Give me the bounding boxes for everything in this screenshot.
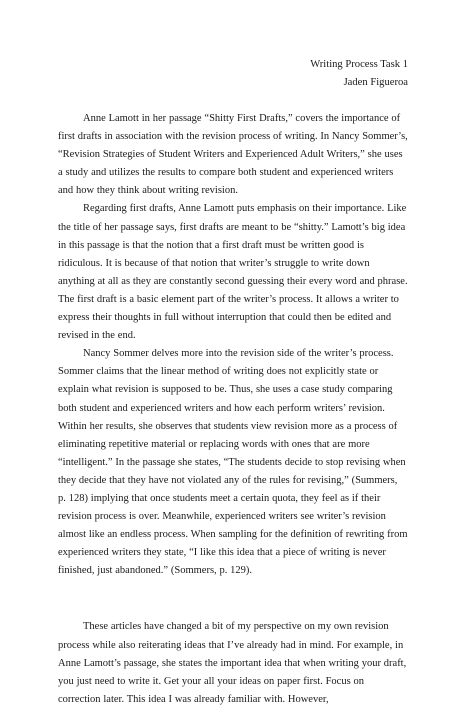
paragraph-sommer: Nancy Sommer delves more into the revision side of the writer’s process. Sommer claims that the linear method of writing does not explicitly state or explain what revision is supposed to be. Thus, she uses a case study comparing both student and experienced writers and how each perform writers’ revision. Within her results, she observes that students view revision more as a process of eliminating repetitive material or replacing words with ones that are more “intelligent.” In the passage she states, “The students decide to stop revising when they decide that they have not violated any of the rules for revising,” (Summers, p. 128) implying that once students meet a certain quota, they feel as if their revision process is over. Meanwhile, experienced writers see writer’s revision almost like an endless process. When sampling for the definition of rewriting from experienced writers they state, “I like this idea that a piece of writing is never finished, just abandoned.” (Sommers, p. 129).	[58, 348, 408, 577]
paragraph-reflection: These articles have changed a bit of my perspective on my own revision process while also reiterating ideas that I’ve already had in mind. For example, in Anne Lamott’s passage, she states the important idea that when writing your draft, you just need to write it. Get your all your ideas on paper first. Focus on correction later. This idea I was already familiar with. However,	[58, 621, 407, 705]
paragraph-intro: Anne Lamott in her passage “Shitty First Drafts,” covers the importance of first drafts in association with the revision process of writing. In Nancy Sommer’s, “Revision Strategies of Student Writers and Experienced Adult Writers,” she uses a study and utilizes the results to compare both student and experienced writers and how they think about writing revision.	[58, 113, 408, 197]
document-header	[58, 56, 408, 92]
paragraph-lamott: Regarding first drafts, Anne Lamott puts emphasis on their importance. Like the title of her passage says, first drafts are meant to be “shitty.” Lamott’s big idea in this passage is that the notion that a first draft must be written good is ridiculous. It is because of that notion that writer’s struggle to write down anything at all as they are constantly second guessing their every word and phrase. The first draft is a basic element part of the writer’s process. It allows a writer to express their thoughts in full without interruption that could then be edited and revised in the end.	[58, 203, 408, 342]
document-title: Writing Process Task 1	[310, 59, 408, 70]
author-name: Jaden Figueroa	[343, 77, 408, 88]
